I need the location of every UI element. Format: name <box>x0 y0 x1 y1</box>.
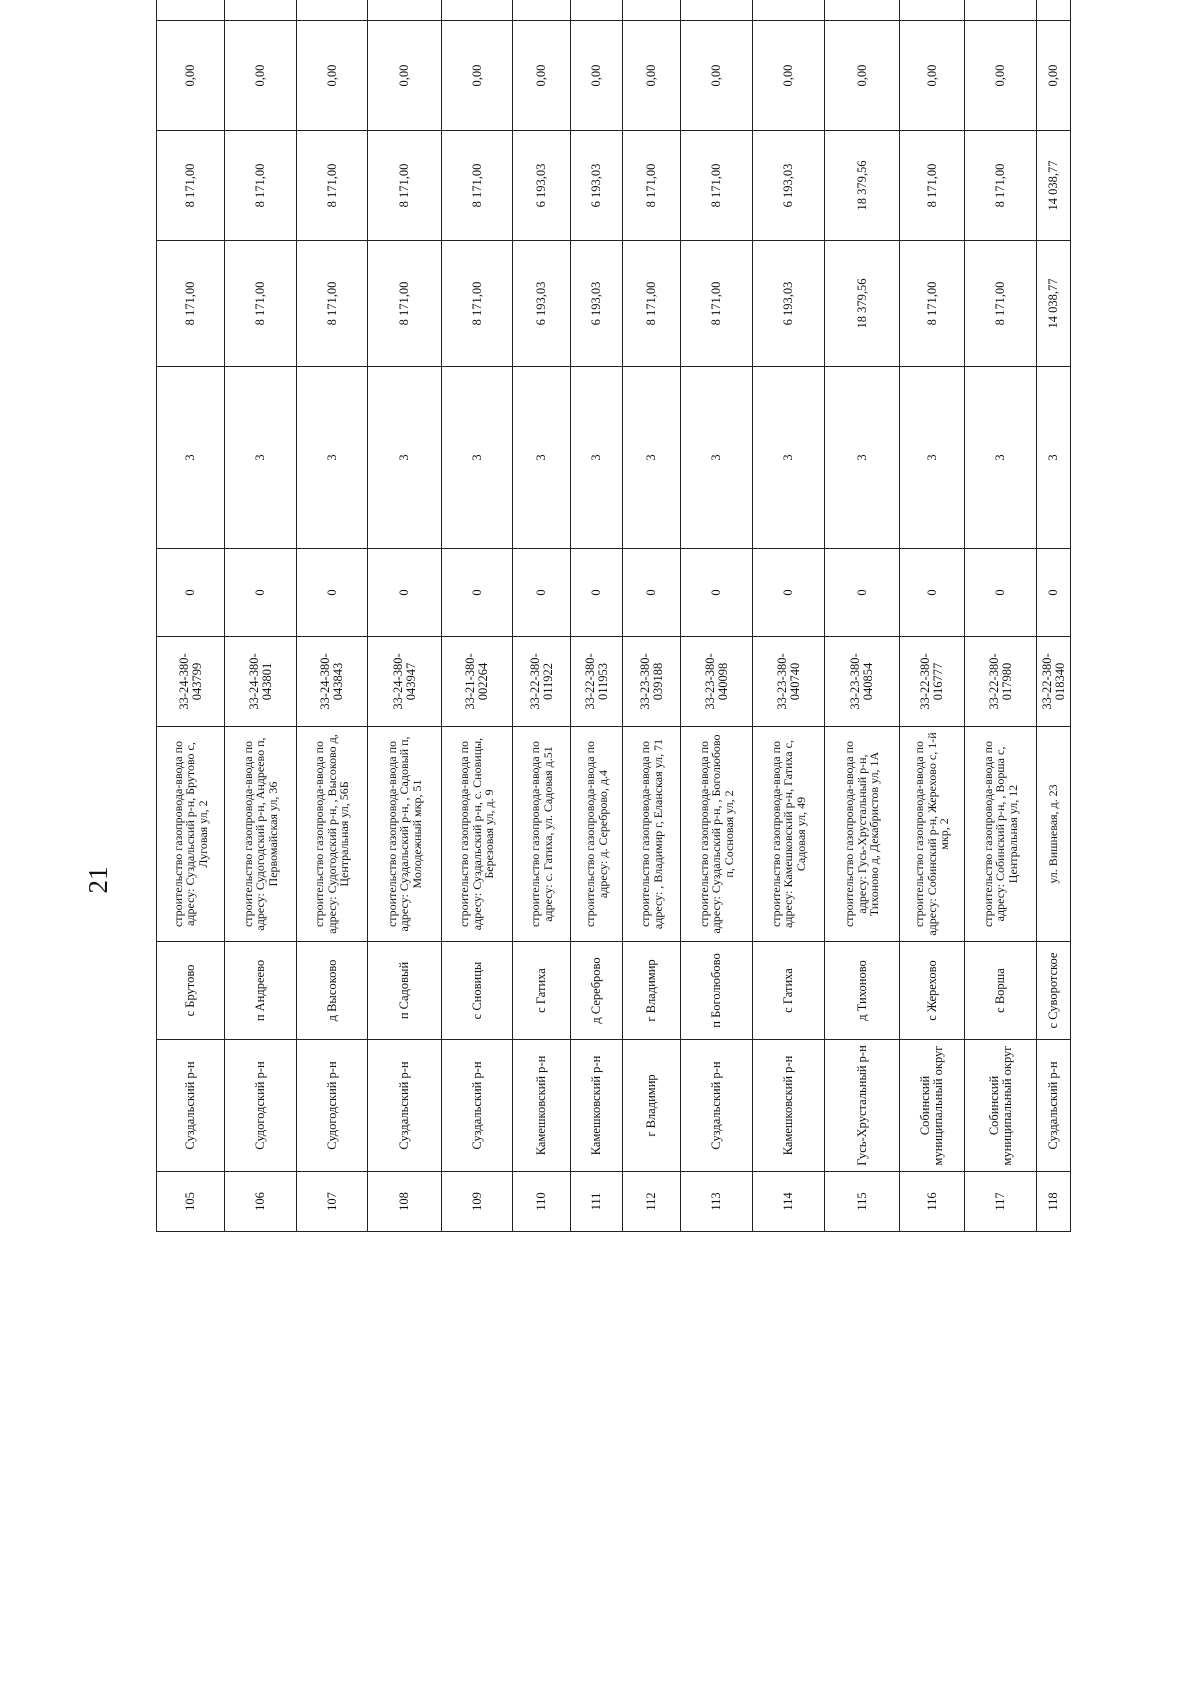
row-number: 118 <box>1037 1172 1071 1232</box>
object-code: 33-22-380-016777 <box>900 637 965 727</box>
value-col-5: 0 <box>825 549 900 637</box>
work-description: строительство газопровода-ввода по адресу: Гусь-Хрустальный р-н, Тихоново д, Декабристов ул, 1А <box>825 727 900 942</box>
table-row <box>1037 0 1071 1232</box>
object-code: 33-22-380-011922 <box>513 637 571 727</box>
amount-col-9: 0,00 <box>571 21 623 131</box>
amount-col-8: 14 038,77 <box>1037 131 1071 241</box>
gas-connection-table-wrapper <box>156 0 1067 1232</box>
object-code: 33-22-380-018340 <box>1037 637 1071 727</box>
amount-col-8: 18 379,56 <box>825 131 900 241</box>
value-col-5: 0 <box>623 549 681 637</box>
amount-col-7: 6 193,03 <box>513 241 571 367</box>
district-name: Собинский муниципальный округ <box>900 1040 965 1172</box>
work-description: строительство газопровода-ввода по адресу: с. Гатиха, ул. Садовая д.51 <box>513 727 571 942</box>
table-row <box>442 0 513 1232</box>
amount-col-9: 0,00 <box>442 21 513 131</box>
value-col-5: 0 <box>368 549 442 637</box>
amount-col-9: 0,00 <box>297 21 368 131</box>
value-col-5: 0 <box>571 549 623 637</box>
locality-name: д Тихоново <box>825 942 900 1040</box>
amount-col-7: 8 171,00 <box>225 241 297 367</box>
value-col-6: 3 <box>571 367 623 549</box>
amount-col-9: 0,00 <box>825 21 900 131</box>
work-description: строительство газопровода-ввода по адресу: Камешковский р-н, Гатиха с, Садовая ул, 49 <box>753 727 825 942</box>
amount-col-7: 8 171,00 <box>965 241 1037 367</box>
amount-col-10 <box>297 0 368 21</box>
amount-col-8: 6 193,03 <box>513 131 571 241</box>
work-description: строительство газопровода-ввода по адресу: Суздальский р-н, , Садовый п, Молодежный мкр, 51 <box>368 727 442 942</box>
amount-col-10 <box>513 0 571 21</box>
amount-col-8: 8 171,00 <box>900 131 965 241</box>
locality-name: с Суворотское <box>1037 942 1071 1040</box>
gas-connection-table <box>156 0 1071 1232</box>
amount-col-9: 0,00 <box>623 21 681 131</box>
amount-col-8: 8 171,00 <box>157 131 225 241</box>
row-number: 108 <box>368 1172 442 1232</box>
amount-col-7: 14 038,77 <box>1037 241 1071 367</box>
table-row <box>513 0 571 1232</box>
district-name: Суздальский р-н <box>442 1040 513 1172</box>
district-name: Камешковский р-н <box>571 1040 623 1172</box>
locality-name: с Жерехово <box>900 942 965 1040</box>
amount-col-10 <box>1037 0 1071 21</box>
object-code: 33-23-380-040854 <box>825 637 900 727</box>
value-col-5: 0 <box>900 549 965 637</box>
table-row <box>681 0 753 1232</box>
locality-name: с Ворша <box>965 942 1037 1040</box>
object-code: 33-24-380-043799 <box>157 637 225 727</box>
amount-col-9: 0,00 <box>513 21 571 131</box>
amount-col-9: 0,00 <box>753 21 825 131</box>
locality-name: г Владимир <box>623 942 681 1040</box>
value-col-5: 0 <box>513 549 571 637</box>
amount-col-7: 8 171,00 <box>368 241 442 367</box>
row-number: 114 <box>753 1172 825 1232</box>
row-number: 110 <box>513 1172 571 1232</box>
value-col-6: 3 <box>753 367 825 549</box>
value-col-6: 3 <box>157 367 225 549</box>
value-col-6: 3 <box>681 367 753 549</box>
table-row <box>825 0 900 1232</box>
locality-name: п Андреево <box>225 942 297 1040</box>
row-number: 107 <box>297 1172 368 1232</box>
district-name: Камешковский р-н <box>753 1040 825 1172</box>
district-name: Суздальский р-н <box>368 1040 442 1172</box>
amount-col-7: 8 171,00 <box>442 241 513 367</box>
amount-col-10 <box>900 0 965 21</box>
amount-col-8: 6 193,03 <box>753 131 825 241</box>
table-row <box>623 0 681 1232</box>
work-description: строительство газопровода-ввода по адресу: Суздальский р-н, , Боголюбово п, Сосновая ул, 2 <box>681 727 753 942</box>
amount-col-9: 0,00 <box>225 21 297 131</box>
district-name: г Владимир <box>623 1040 681 1172</box>
table-row <box>368 0 442 1232</box>
value-col-5: 0 <box>157 549 225 637</box>
district-name: Суздальский р-н <box>1037 1040 1071 1172</box>
value-col-6: 3 <box>1037 367 1071 549</box>
amount-col-8: 8 171,00 <box>442 131 513 241</box>
amount-col-7: 8 171,00 <box>623 241 681 367</box>
table-row <box>297 0 368 1232</box>
locality-name: с Сновицы <box>442 942 513 1040</box>
amount-col-8: 8 171,00 <box>623 131 681 241</box>
district-name: Гусь-Хрустальный р-н <box>825 1040 900 1172</box>
value-col-6: 3 <box>965 367 1037 549</box>
row-number: 113 <box>681 1172 753 1232</box>
table-row <box>225 0 297 1232</box>
locality-name: п Садовый <box>368 942 442 1040</box>
district-name: Судогодский р-н <box>297 1040 368 1172</box>
amount-col-10 <box>368 0 442 21</box>
locality-name: д Высоково <box>297 942 368 1040</box>
work-description: строительство газопровода-ввода по адресу: Собинский р-н, , Ворша с, Центральная ул, 12 <box>965 727 1037 942</box>
object-code: 33-24-380-043843 <box>297 637 368 727</box>
row-number: 106 <box>225 1172 297 1232</box>
amount-col-10 <box>965 0 1037 21</box>
table-row <box>753 0 825 1232</box>
locality-name: п Боголюбово <box>681 942 753 1040</box>
amount-col-7: 6 193,03 <box>571 241 623 367</box>
value-col-5: 0 <box>225 549 297 637</box>
object-code: 33-23-380-040098 <box>681 637 753 727</box>
amount-col-10 <box>825 0 900 21</box>
amount-col-8: 8 171,00 <box>681 131 753 241</box>
row-number: 109 <box>442 1172 513 1232</box>
work-description: строительство газопровода-ввода по адресу: Суздальский р-н, с. Сновицы, Березовая ул, д. 9 <box>442 727 513 942</box>
locality-name: с Гатиха <box>753 942 825 1040</box>
object-code: 33-22-380-017980 <box>965 637 1037 727</box>
table-row <box>157 0 225 1232</box>
object-code: 33-21-380-002264 <box>442 637 513 727</box>
work-description: строительство газопровода-ввода по адресу: Собинский р-н, Жерехово с, 1-й мкр, 2 <box>900 727 965 942</box>
district-name: Суздальский р-н <box>681 1040 753 1172</box>
amount-col-9: 0,00 <box>157 21 225 131</box>
amount-col-7: 6 193,03 <box>753 241 825 367</box>
value-col-6: 3 <box>442 367 513 549</box>
object-code: 33-23-380-040740 <box>753 637 825 727</box>
value-col-6: 3 <box>513 367 571 549</box>
locality-name: д Сереброво <box>571 942 623 1040</box>
locality-name: с Брутово <box>157 942 225 1040</box>
row-number: 112 <box>623 1172 681 1232</box>
district-name: Суздальский р-н <box>157 1040 225 1172</box>
value-col-6: 3 <box>297 367 368 549</box>
amount-col-9: 0,00 <box>681 21 753 131</box>
amount-col-10 <box>571 0 623 21</box>
object-code: 33-22-380-011953 <box>571 637 623 727</box>
object-code: 33-24-380-043801 <box>225 637 297 727</box>
value-col-5: 0 <box>297 549 368 637</box>
value-col-6: 3 <box>623 367 681 549</box>
row-number: 111 <box>571 1172 623 1232</box>
amount-col-7: 8 171,00 <box>681 241 753 367</box>
table-body <box>157 0 1071 1232</box>
value-col-5: 0 <box>1037 549 1071 637</box>
amount-col-8: 8 171,00 <box>965 131 1037 241</box>
value-col-6: 3 <box>225 367 297 549</box>
district-name: Камешковский р-н <box>513 1040 571 1172</box>
page-number: 21 <box>83 866 113 894</box>
amount-col-10 <box>623 0 681 21</box>
table-row <box>900 0 965 1232</box>
work-description: строительство газопровода-ввода по адресу: д. Сереброво, д.4 <box>571 727 623 942</box>
amount-col-10 <box>157 0 225 21</box>
amount-col-10 <box>753 0 825 21</box>
value-col-5: 0 <box>681 549 753 637</box>
value-col-5: 0 <box>965 549 1037 637</box>
amount-col-7: 8 171,00 <box>297 241 368 367</box>
value-col-6: 3 <box>368 367 442 549</box>
work-description: строительство газопровода-ввода по адресу: Судогодский р-н, Андреево п, Первомайская ул, 36 <box>225 727 297 942</box>
amount-col-10 <box>225 0 297 21</box>
object-code: 33-24-380-043947 <box>368 637 442 727</box>
amount-col-7: 8 171,00 <box>900 241 965 367</box>
row-number: 116 <box>900 1172 965 1232</box>
value-col-6: 3 <box>825 367 900 549</box>
work-description: строительство газопровода-ввода по адресу: , Владимир г, Еланская ул, 71 <box>623 727 681 942</box>
value-col-6: 3 <box>900 367 965 549</box>
amount-col-9: 0,00 <box>965 21 1037 131</box>
locality-name: с Гатиха <box>513 942 571 1040</box>
row-number: 117 <box>965 1172 1037 1232</box>
object-code: 33-23-380-039188 <box>623 637 681 727</box>
work-description: строительство газопровода-ввода по адресу: Судогодский р-н, , Высоково д, Центральная ул, 56Б <box>297 727 368 942</box>
amount-col-7: 18 379,56 <box>825 241 900 367</box>
amount-col-9: 0,00 <box>368 21 442 131</box>
table-row <box>571 0 623 1232</box>
row-number: 105 <box>157 1172 225 1232</box>
table-row <box>965 0 1037 1232</box>
work-description: строительство газопровода-ввода по адресу: Суздальский р-н, Брутово с, Луговая ул, 2 <box>157 727 225 942</box>
district-name: Собинский муниципальный округ <box>965 1040 1037 1172</box>
district-name: Судогодский р-н <box>225 1040 297 1172</box>
amount-col-7: 8 171,00 <box>157 241 225 367</box>
amount-col-10 <box>681 0 753 21</box>
amount-col-8: 8 171,00 <box>297 131 368 241</box>
amount-col-8: 6 193,03 <box>571 131 623 241</box>
amount-col-8: 8 171,00 <box>368 131 442 241</box>
row-number: 115 <box>825 1172 900 1232</box>
amount-col-9: 0,00 <box>900 21 965 131</box>
value-col-5: 0 <box>753 549 825 637</box>
value-col-5: 0 <box>442 549 513 637</box>
work-description: ул. Вишневая, д. 23 <box>1037 727 1071 942</box>
amount-col-9: 0,00 <box>1037 21 1071 131</box>
amount-col-10 <box>442 0 513 21</box>
amount-col-8: 8 171,00 <box>225 131 297 241</box>
